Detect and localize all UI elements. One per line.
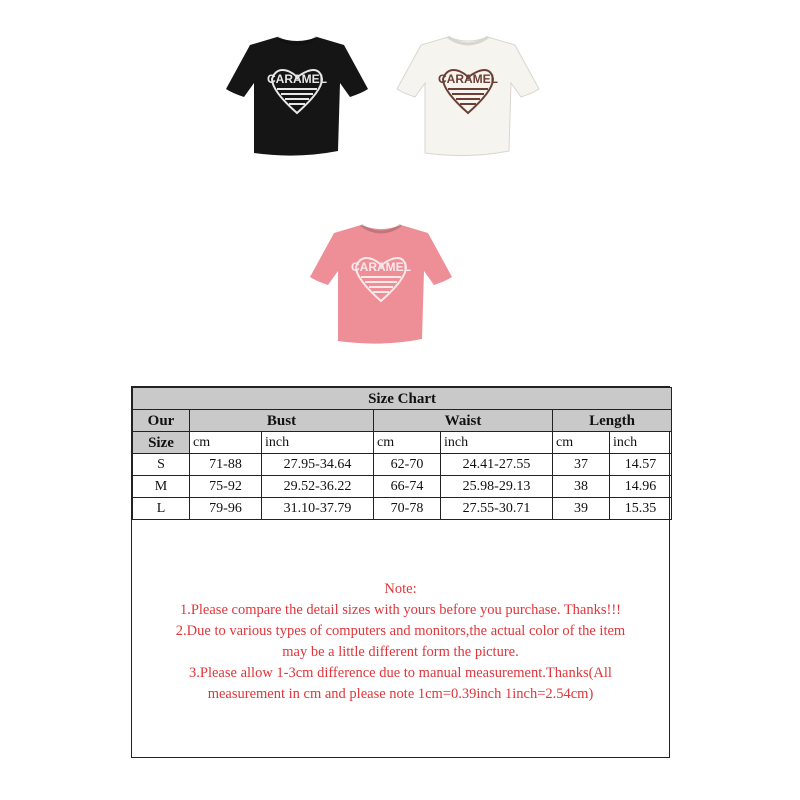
header-size: Size	[133, 432, 190, 454]
header-length: Length	[553, 410, 672, 432]
waist-cm: 66-74	[374, 476, 441, 498]
size-label: L	[133, 498, 190, 520]
product-image-white-tshirt	[393, 30, 543, 162]
waist-cm: 70-78	[374, 498, 441, 520]
note-title: Note:	[384, 581, 417, 597]
product-image-black-tshirt	[222, 30, 372, 162]
product-image-pink-tshirt	[306, 218, 456, 350]
unit-waist-cm: cm	[374, 432, 441, 454]
bust-inch: 27.95-34.64	[262, 454, 374, 476]
table-row	[133, 454, 672, 476]
header-waist: Waist	[374, 410, 553, 432]
shirt-body	[397, 37, 539, 156]
note-line-2b: may be a little different form the picture.	[282, 644, 519, 660]
size-chart-title: Size Chart	[133, 388, 672, 410]
length-cm: 38	[553, 476, 610, 498]
size-label: M	[133, 476, 190, 498]
size-chart-table	[132, 387, 672, 520]
length-inch: 15.35	[610, 498, 672, 520]
length-inch: 14.96	[610, 476, 672, 498]
waist-cm: 62-70	[374, 454, 441, 476]
unit-length-cm: cm	[553, 432, 610, 454]
unit-length-inch: inch	[610, 432, 672, 454]
waist-inch: 24.41-27.55	[441, 454, 553, 476]
bust-inch: 31.10-37.79	[262, 498, 374, 520]
header-our: Our	[133, 410, 190, 432]
table-row	[133, 498, 672, 520]
bust-cm: 75-92	[190, 476, 262, 498]
shirt-print-text: CARAMEL	[267, 72, 327, 86]
shirt-print-text: CARAMEL	[351, 260, 411, 274]
unit-waist-inch: inch	[441, 432, 553, 454]
bust-cm: 79-96	[190, 498, 262, 520]
shirt-body	[226, 37, 368, 156]
length-inch: 14.57	[610, 454, 672, 476]
length-cm: 39	[553, 498, 610, 520]
note-line-2a: 2.Due to various types of computers and monitors,the actual color of the item	[175, 623, 626, 639]
note-line-1: 1.Please compare the detail sizes with yours before you purchase. Thanks!!!	[179, 602, 622, 618]
header-bust: Bust	[190, 410, 374, 432]
note-line-3b: measurement in cm and please note 1cm=0.39inch 1inch=2.54cm)	[207, 686, 594, 702]
size-chart-panel	[131, 386, 670, 758]
notes-section	[132, 579, 669, 705]
note-line-3a: 3.Please allow 1-3cm difference due to manual measurement.Thanks(All	[189, 665, 612, 681]
bust-cm: 71-88	[190, 454, 262, 476]
size-label: S	[133, 454, 190, 476]
unit-bust-inch: inch	[262, 432, 374, 454]
table-row	[133, 476, 672, 498]
unit-bust-cm: cm	[190, 432, 262, 454]
shirt-print-text: CARAMEL	[438, 72, 498, 86]
waist-inch: 27.55-30.71	[441, 498, 553, 520]
shirt-body	[310, 225, 452, 344]
waist-inch: 25.98-29.13	[441, 476, 553, 498]
bust-inch: 29.52-36.22	[262, 476, 374, 498]
length-cm: 37	[553, 454, 610, 476]
